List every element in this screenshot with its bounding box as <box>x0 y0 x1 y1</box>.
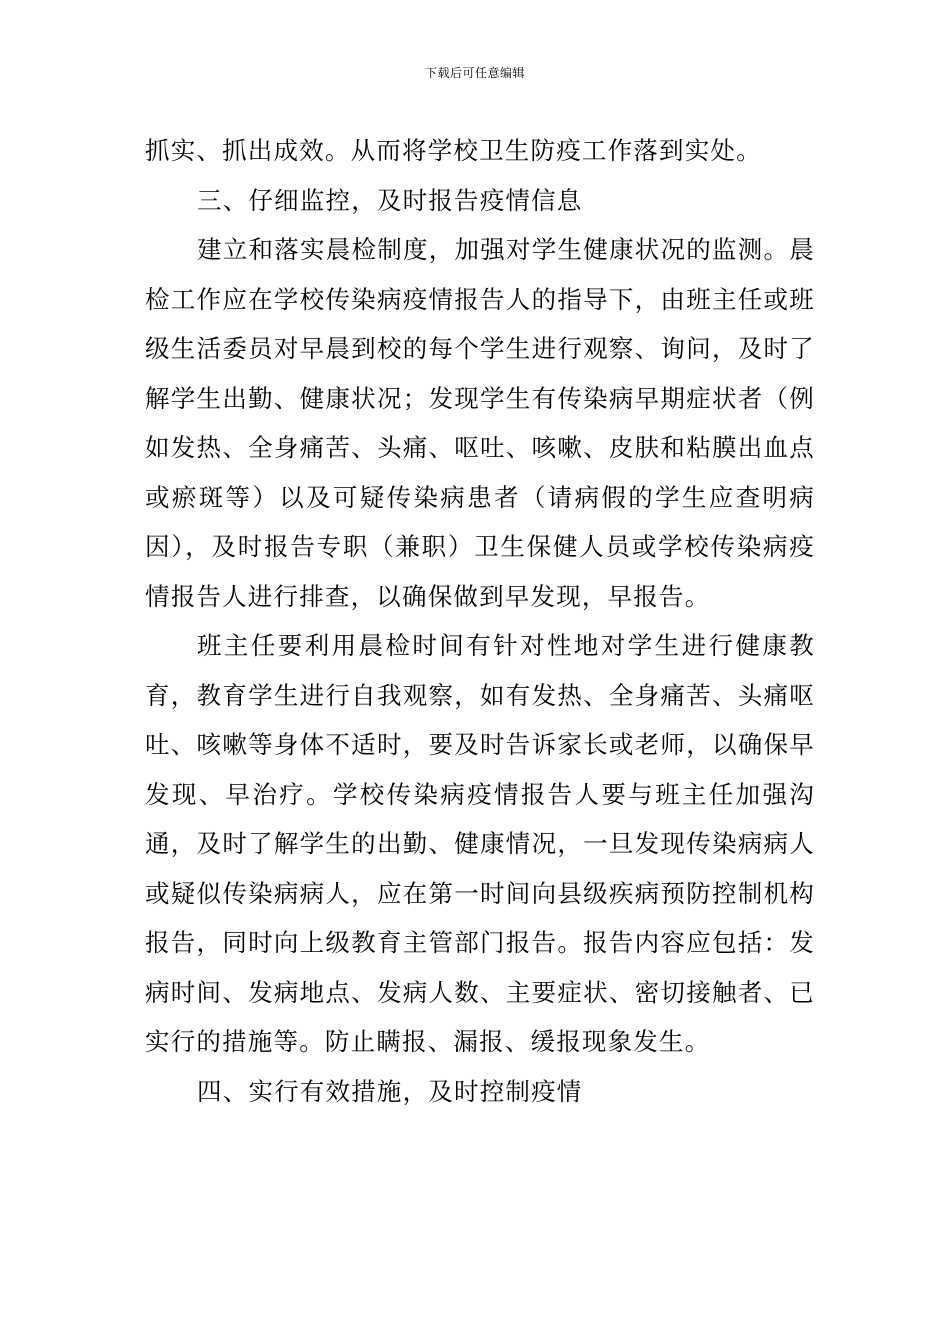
paragraph-head-teacher: 班主任要利用晨检时间有针对性地对学生进行健康教育，教育学生进行自我观察，如有发热、全身痛苦、头痛呕吐、咳嗽等身体不适时，要及时告诉家长或老师，以确保早发现、早治疗。学校传染病疫情报告人要与班主任加强沟通，及时了解学生的出勤、健康情况，一旦发现传染病病人或疑似传染病病人，应在第一时间向县级疾病预防控制机构报告，同时向上级教育主管部门报告。报告内容应包括：发病时间、发病地点、发病人数、主要症状、密切接触者、已实行的措施等。防止瞒报、漏报、缓报现象发生。 <box>145 631 815 1056</box>
paragraph-continuation: 抓实、抓出成效。从而将学校卫生防疫工作落到实处。 <box>145 136 762 165</box>
page-header: 下载后可任意编辑 <box>424 66 525 80</box>
section-heading-4: 四、实行有效措施，及时控制疫情 <box>197 1076 583 1106</box>
paragraph-morning-check: 建立和落实晨检制度，加强对学生健康状况的监测。晨检工作应在学校传染病疫情报告人的指导下，由班主任或班级生活委员对早晨到校的每个学生进行观察、询问，及时了解学生出勤、健康状况；发现学生有传染病早期症状者（例如发热、全身痛苦、头痛、呕吐、咳嗽、皮肤和粘膜出血点或瘀斑等）以及可疑传染病患者（请病假的学生应查明病因），及时报告专职（兼职）卫生保健人员或学校传染病疫情报告人进行排查，以确保做到早发现，早报告。 <box>145 235 815 611</box>
document-body <box>145 126 815 1116</box>
section-heading-3: 三、仔细监控，及时报告疫情信息 <box>197 185 583 215</box>
